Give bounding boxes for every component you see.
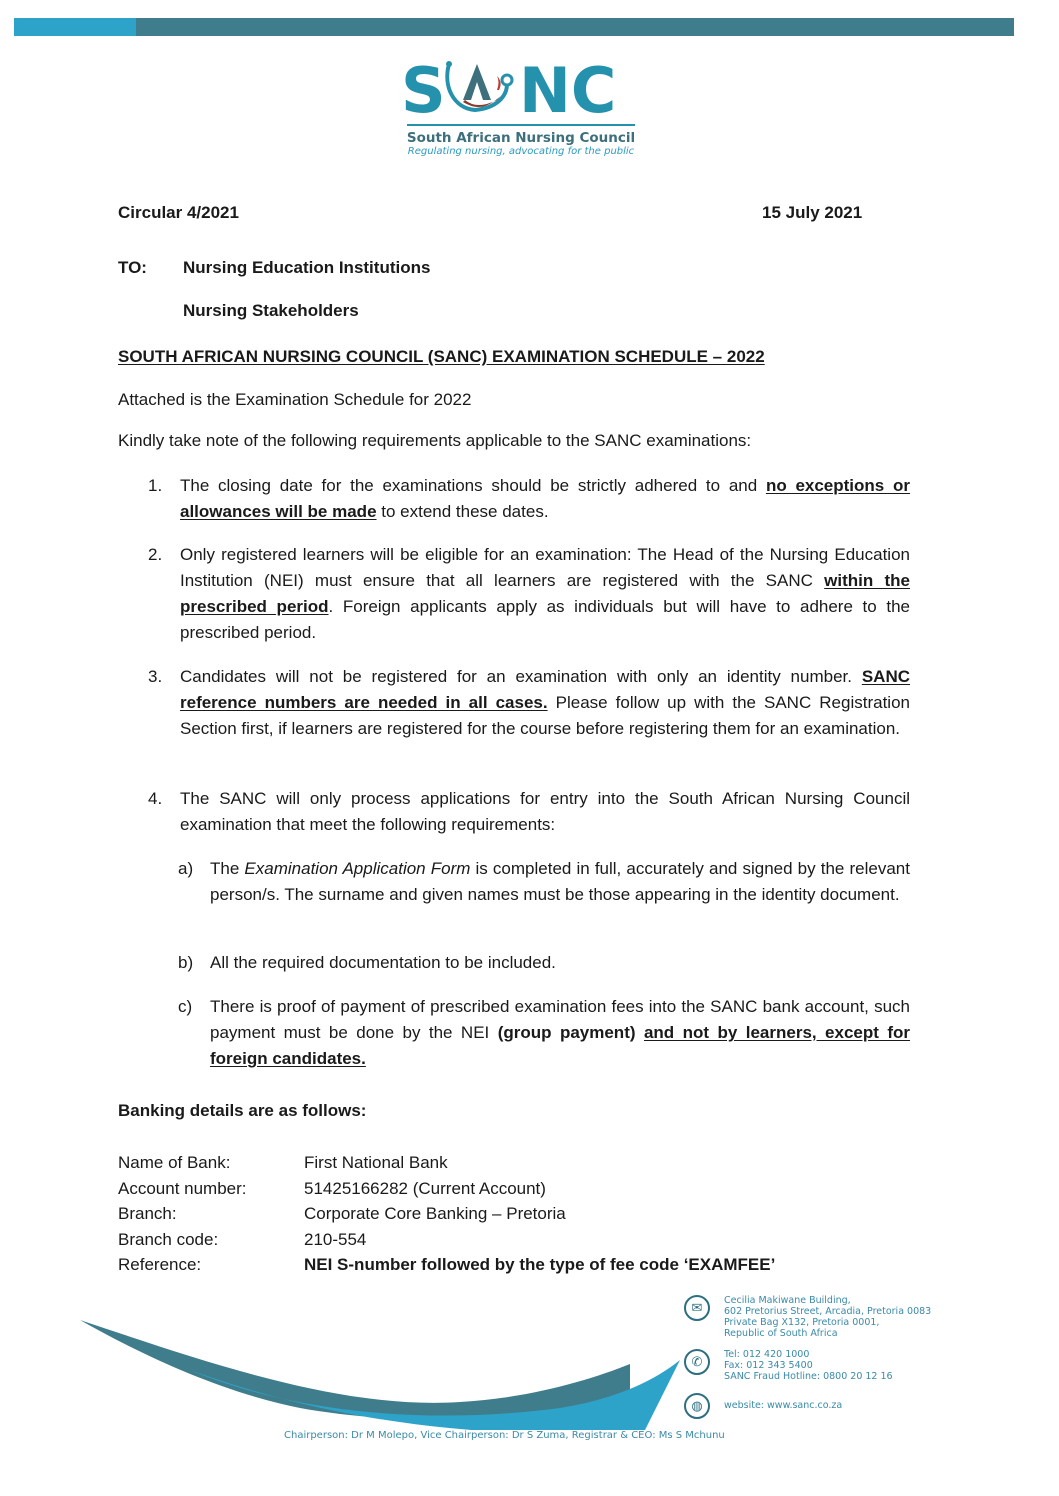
globe-icon: ◍ [684,1393,710,1419]
address-line: 602 Pretorius Street, Arcadia, Pretoria 0083 [724,1306,932,1317]
banking-value: 210-554 [304,1229,367,1249]
banking-row [118,1176,775,1202]
banking-heading: Banking details are as follows: [118,1101,367,1120]
banking-value: NEI S-number followed by the type of fee code ‘EXAMFEE’ [304,1255,776,1274]
banking-label: Reference: [118,1255,202,1274]
emphasis: SANC reference numbers are needed in all cases. [180,667,910,712]
intro-attached: Attached is the Examination Schedule for 2022 [118,390,472,409]
list-letter: c) [178,997,193,1016]
requirement-text [180,542,910,646]
sub-requirement-item [178,994,910,1072]
banking-value: 51425166282 (Current Account) [304,1178,546,1198]
text-run: is completed in full, accurately and signed by the relevant person/s. The surname and given names must be those appearing in the identity document. [210,859,910,904]
text-run: The [210,859,245,878]
svg-text:S: S [401,56,446,118]
footer-website [684,1393,842,1419]
hotline-line: SANC Fraud Hotline: 0800 20 12 16 [724,1371,893,1382]
letterhead-top-bar-accent [14,18,136,36]
phone-icon: ✆ [684,1349,710,1375]
text-run: . Foreign applicants apply as individuals but will have to adhere to the prescribed period. [180,597,910,642]
sanc-logo [396,56,646,157]
addressee-label: TO: [118,258,147,277]
fax-line: Fax: 012 343 5400 [724,1360,813,1371]
sanc-logo-icon [401,56,641,118]
logo-mark [396,56,646,118]
subject-heading: SOUTH AFRICAN NURSING COUNCIL (SANC) EXAMINATION SCHEDULE – 2022 [118,347,765,366]
footer-officials: Chairperson: Dr M Molepo, Vice Chairperson: Dr S Zuma, Registrar & CEO: Ms S Mchunu [284,1430,725,1441]
emphasis: within the prescribed period [180,571,910,616]
emphasis: no exceptions or allowances will be made [180,476,910,521]
list-number: 4. [148,789,163,808]
banking-value: First National Bank [304,1153,448,1172]
banking-row [118,1227,775,1253]
envelope-icon: ✉ [684,1295,710,1321]
website-lines [724,1400,842,1411]
sub-requirement-item [178,856,910,908]
svg-text:NC: NC [519,56,617,118]
requirement-text [180,473,910,525]
banking-row [118,1150,775,1176]
sub-requirement-text [210,994,910,1072]
sub-requirement-text: All the required documentation to be included. [210,953,556,972]
list-number: 2. [148,545,163,564]
sub-requirement-text [210,856,910,908]
address-line: Cecilia Makiwane Building, [724,1295,851,1306]
circular-date: 15 July 2021 [762,203,863,222]
text-run: There is proof of payment of prescribed examination fees into the SANC bank account, such payment must be done by the NEI [210,997,910,1042]
banking-label: Branch: [118,1204,177,1223]
banking-row [118,1201,775,1227]
phone-line: Tel: 012 420 1000 [724,1349,810,1360]
emphasis: and not by learners, except for foreign candidates. [210,1023,911,1068]
phone-lines [724,1349,893,1382]
requirement-item [140,473,910,525]
footer-address [684,1295,931,1339]
banking-value: Corporate Core Banking – Pretoria [304,1204,566,1223]
addressee-item: Nursing Education Institutions [183,258,431,277]
banking-row [118,1252,775,1278]
address-line: Private Bag X132, Pretoria 0001, [724,1317,880,1328]
text-run [636,1023,644,1042]
intro-kindly: Kindly take note of the following requirements applicable to the SANC examinations: [118,431,752,450]
form-name: Examination Application Form [244,859,471,878]
requirement-item [140,664,910,742]
text-run: Candidates will not be registered for an examination with only an identity number. [180,667,862,686]
requirement-text: The SANC will only process applications for entry into the South African Nursing Council examination that meet the following requirements: [180,789,910,834]
text-run: to extend these dates. [376,502,549,521]
addressee-item: Nursing Stakeholders [183,301,359,320]
list-number: 1. [148,476,163,495]
banking-details-table [118,1150,775,1278]
address-line: Republic of South Africa [724,1328,838,1339]
banking-label: Branch code: [118,1229,219,1249]
list-number: 3. [148,667,163,686]
requirement-text [180,664,910,742]
sub-requirement-item [178,950,910,976]
text-run: Please follow up with the SANC Registration Section first, if learners are registered for the course before registering them for an examination. [180,693,910,738]
logo-divider [407,124,635,126]
requirement-item [140,542,910,646]
circular-number: Circular 4/2021 [118,203,239,222]
website-link[interactable]: website: www.sanc.co.za [724,1400,843,1411]
footer-phone [684,1349,893,1382]
org-name: South African Nursing Council [406,130,636,146]
text-run: The closing date for the examinations should be strictly adhered to and [180,476,766,495]
text-run: Only registered learners will be eligible for an examination: The Head of the Nursing Education Institution (NEI) must ensure that all learners are registered with the SANC [180,545,910,590]
banking-label: Account number: [118,1178,247,1198]
org-tagline: Regulating nursing, advocating for the public [407,146,635,157]
banking-label: Name of Bank: [118,1153,231,1172]
requirement-item [140,786,910,838]
address-lines [724,1295,931,1339]
bold-run: (group payment) [497,1023,636,1042]
footer-swoosh-graphic [80,1320,680,1430]
list-letter: a) [178,859,194,878]
letterhead-top-bar [14,18,1014,36]
list-letter: b) [178,953,194,972]
